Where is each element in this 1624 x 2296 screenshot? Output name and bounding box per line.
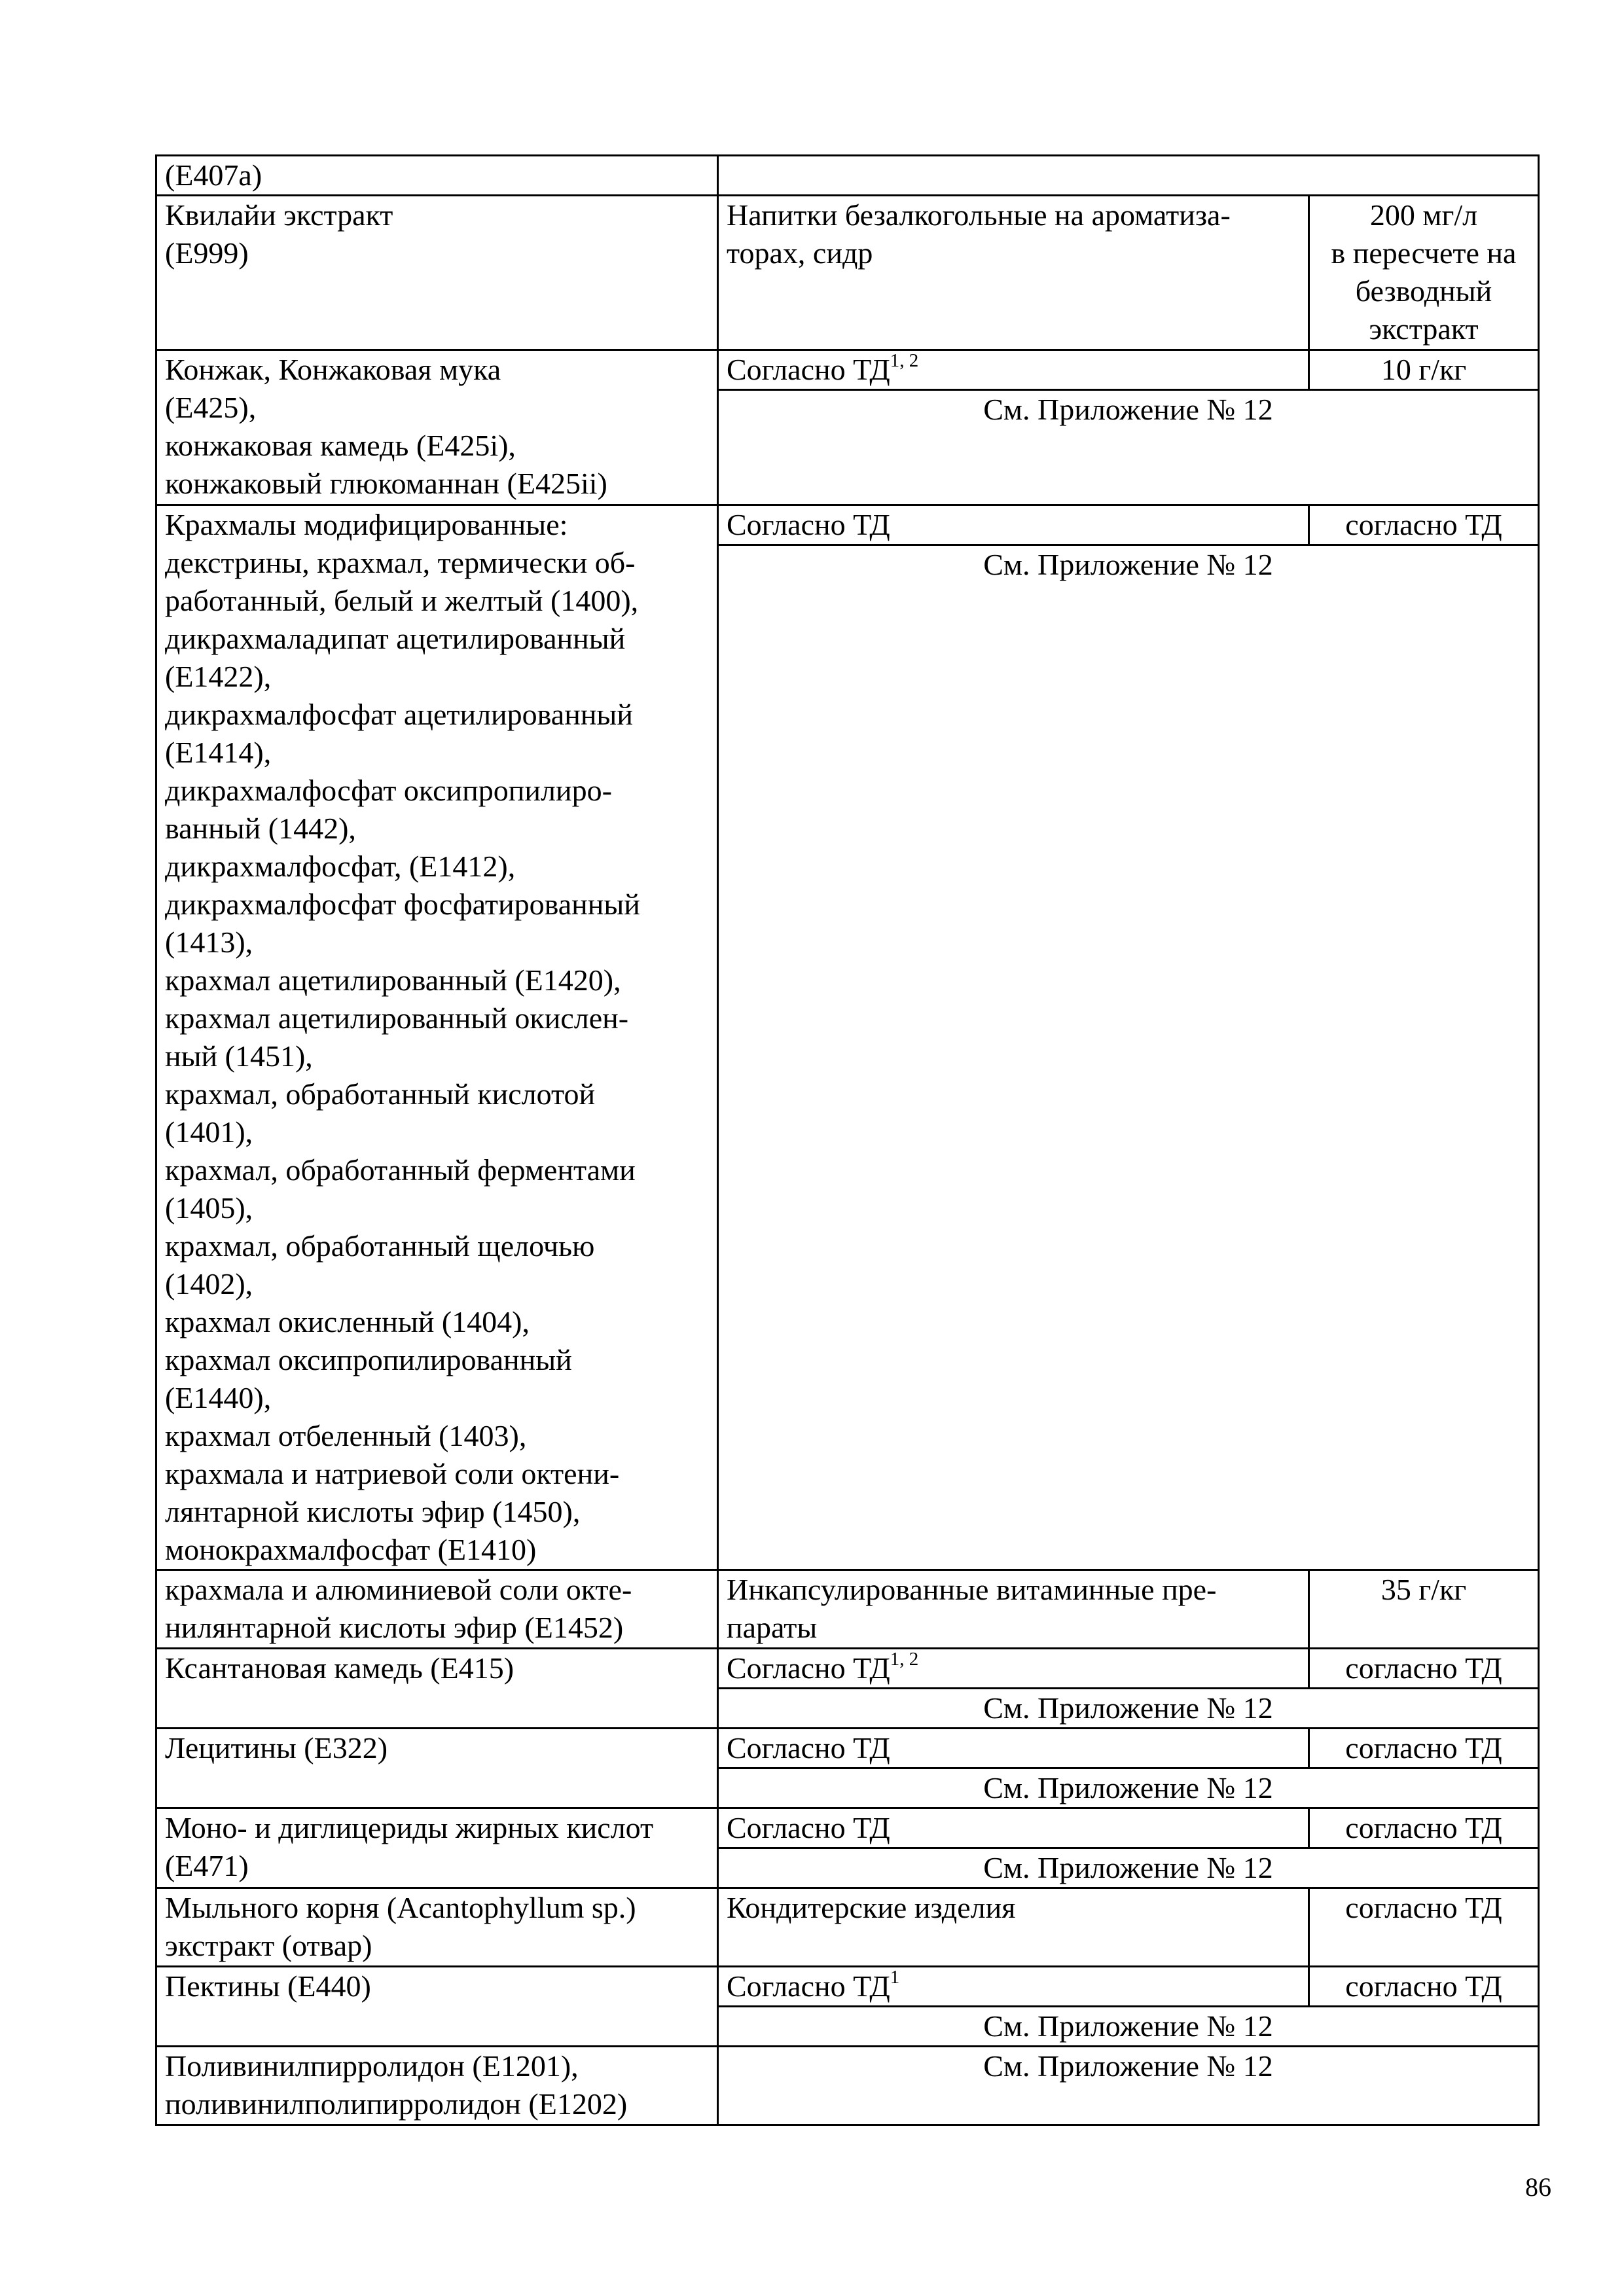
max-level-cell: согласно ТД: [1309, 1808, 1539, 1848]
substance-cell: Крахмалы модифицированные: декстрины, крахмал, термически об- работанный, белый и желтый (1400), дикрахмаладипат ацетилированный (E1422), дикрахмалфосфат ацетилированный (E1414), дикрахмалфосфат оксипропилиро- ванный (1442), дикрахмалфосфат, (E1412), дикрахмалфосфат фосфатированный (1413), крахмал ацетилированный (E1420), крахмал ацетилированный окислен- ный (1451), крахмал, обработанный кислотой (1401), крахмал, обработанный ферментами (1405), крахмал, обработанный щелочью (1402), крахмал окисленный (1404), крахмал оксипропилированный (E1440), крахмал отбеленный (1403), крахмала и натриевой соли октени- лянтарной кислоты эфир (1450), монокрахмалфосфат (E1410): [156, 505, 718, 1570]
product-cell: Напитки безалкогольные на ароматиза- торах, сидр: [718, 196, 1309, 350]
table-row: [156, 1729, 1539, 1768]
substance-cell: Моно- и диглицериды жирных кислот (E471): [156, 1808, 718, 1888]
max-level-cell: согласно ТД: [1309, 505, 1539, 545]
appendix-note: См. Приложение № 12: [718, 1848, 1539, 1888]
additives-table: [155, 154, 1540, 2126]
page-number: 86: [1525, 2172, 1551, 2202]
substance-cell: Конжак, Конжаковая мука (E425), конжаковая камедь (E425i), конжаковый глюкоманнан (E425ii): [156, 350, 718, 505]
max-level-cell: согласно ТД: [1309, 1888, 1539, 1967]
substance-cell: Лецитины (E322): [156, 1729, 718, 1808]
substance-cell: Квилайи экстракт (E999): [156, 196, 718, 350]
appendix-note: См. Приложение № 12: [718, 545, 1539, 1570]
empty-cell: [718, 156, 1539, 196]
product-cell: Согласно ТД: [718, 1729, 1309, 1768]
footnote-ref: 1: [890, 1967, 900, 1988]
max-level-cell: 10 г/кг: [1309, 350, 1539, 390]
table-row: [156, 350, 1539, 390]
table-row: [156, 1649, 1539, 1689]
appendix-note: См. Приложение № 12: [718, 2007, 1539, 2047]
max-level-cell: согласно ТД: [1309, 1967, 1539, 2007]
max-level-cell: согласно ТД: [1309, 1729, 1539, 1768]
table-row: [156, 1808, 1539, 1848]
substance-cell: Пектины (E440): [156, 1967, 718, 2047]
table-row: [156, 1888, 1539, 1967]
table-row: [156, 156, 1539, 196]
substance-cell: Мыльного корня (Acantophyllum sp.) экстракт (отвар): [156, 1888, 718, 1967]
substance-cell: (E407a): [156, 156, 718, 196]
substance-cell: Ксантановая камедь (E415): [156, 1649, 718, 1729]
footnote-ref: 1, 2: [890, 350, 919, 371]
table-row: [156, 1967, 1539, 2007]
product-cell: Согласно ТД: [718, 1808, 1309, 1848]
table-row: [156, 1570, 1539, 1649]
max-level-cell: 200 мг/л в пересчете на безводный экстракт: [1309, 196, 1539, 350]
max-level-cell: согласно ТД: [1309, 1649, 1539, 1689]
substance-cell: крахмала и алюминиевой соли окте- нилянтарной кислоты эфир (E1452): [156, 1570, 718, 1649]
table-row: [156, 2047, 1539, 2125]
product-cell: Согласно ТД$^{1, 2}$: [718, 1649, 1309, 1689]
appendix-note: См. Приложение № 12: [718, 2047, 1539, 2125]
table-row: [156, 505, 1539, 545]
product-cell: Согласно $ТД^1$: [718, 1967, 1309, 2007]
product-cell: Согласно ТД$^{1, 2}$: [718, 350, 1309, 390]
product-cell: Кондитерские изделия: [718, 1888, 1309, 1967]
table-row: [156, 196, 1539, 350]
product-cell: Согласно ТД: [718, 505, 1309, 545]
substance-cell: Поливинилпирролидон (E1201), поливинилполипирролидон (E1202): [156, 2047, 718, 2125]
appendix-note: См. Приложение № 12: [718, 1768, 1539, 1808]
appendix-note: См. Приложение № 12: [718, 390, 1539, 505]
appendix-note: См. Приложение № 12: [718, 1689, 1539, 1729]
product-cell: Инкапсулированные витаминные пре- параты: [718, 1570, 1309, 1649]
max-level-cell: 35 г/кг: [1309, 1570, 1539, 1649]
footnote-ref: 1, 2: [890, 1649, 919, 1670]
